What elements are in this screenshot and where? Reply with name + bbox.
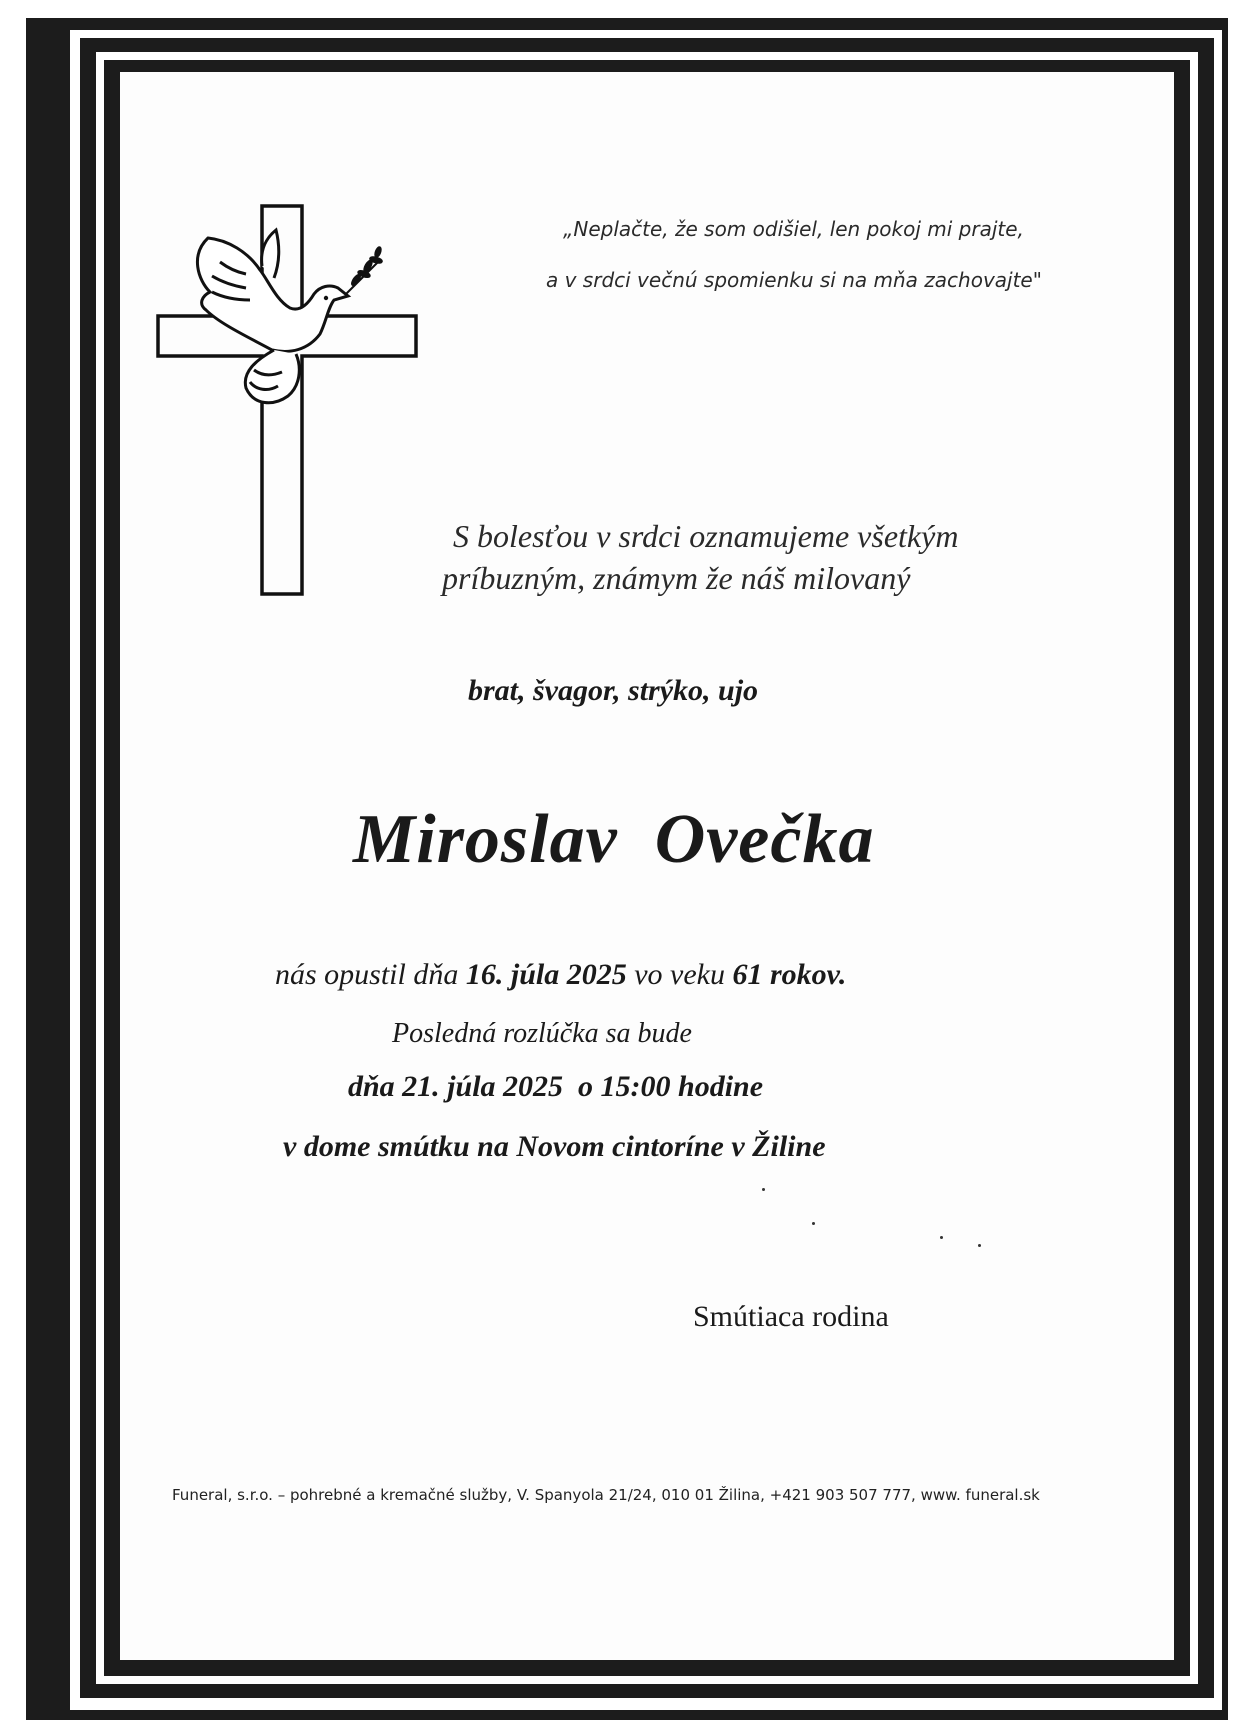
quote-line-1: „Neplačte, že som odišiel, len pokoj mi prajte, [563,217,1024,241]
death-age: 61 rokov. [732,958,847,991]
deceased-name: Miroslav Ovečka [353,801,875,878]
scan-speck [978,1244,981,1247]
funeral-datetime: dňa 21. júla 2025 o 15:00 hodine [348,1070,764,1103]
death-date: 16. júla 2025 [465,958,627,991]
scan-speck [762,1188,765,1191]
dove-icon [197,230,348,403]
death-prefix: nás opustil dňa [275,958,459,991]
scan-speck [940,1236,943,1239]
death-statement [275,958,846,992]
olive-branch-icon [346,247,382,294]
cross-with-dove-emblem [150,200,430,600]
death-age-prefix: vo veku [634,958,725,991]
announcement-line-2: príbuzným, známym že náš milovaný [442,560,911,596]
mourning-family-signature: Smútiaca rodina [693,1300,889,1333]
funeral-intro: Posledná rozlúčka sa bude [392,1018,692,1049]
quote-line-2: a v srdci večnú spomienku si na mňa zachovajte" [546,268,1042,292]
scan-speck [812,1222,815,1225]
family-relations: brat, švagor, strýko, ujo [468,674,759,707]
funeral-service-footer: Funeral, s.r.o. – pohrebné a kremačné služby, V. Spanyola 21/24, 010 01 Žilina, +421 903 507 777, www. funeral.sk [172,1486,1040,1504]
funeral-place: v dome smútku na Novom cintoríne v Žiline [283,1130,826,1163]
announcement-line-1: S bolesťou v srdci oznamujeme všetkým [453,518,959,554]
